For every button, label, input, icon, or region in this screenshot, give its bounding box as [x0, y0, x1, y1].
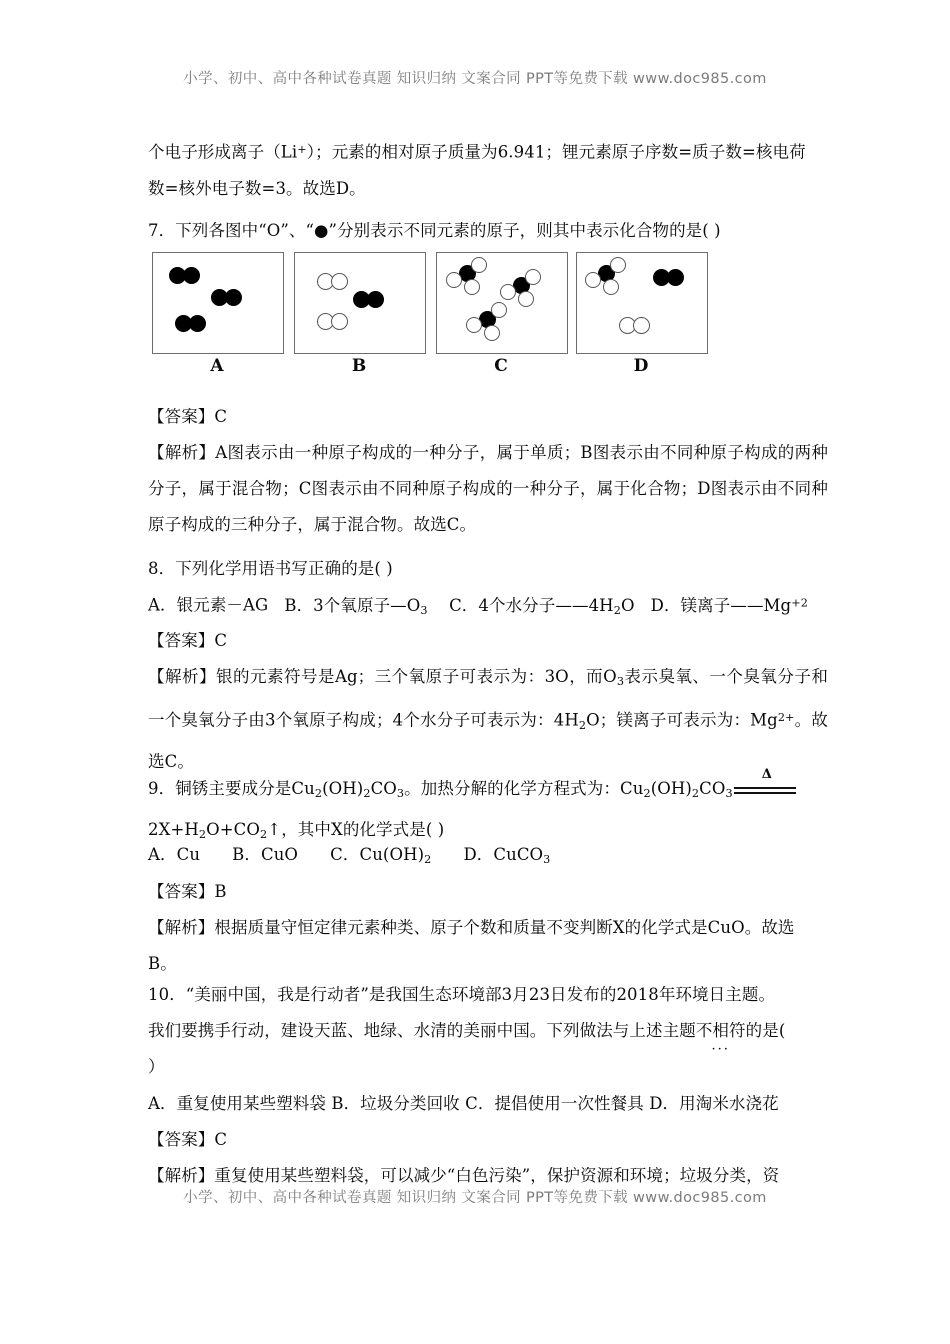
molecule-box-b: [294, 252, 426, 354]
q9-analysis-label: 【解析】: [148, 918, 215, 937]
li-ion-charge: +: [297, 143, 307, 156]
atom-white: [471, 257, 487, 273]
question-7-answer: [148, 399, 828, 435]
q8-option-d-sup: +2: [791, 596, 808, 609]
q9-option-a: A．Cu: [148, 845, 201, 864]
q9-stem-p1: 9．铜锈主要成分是Cu: [148, 779, 315, 798]
atom-black: [225, 289, 242, 306]
question-10-stem: [148, 977, 828, 1085]
q8-stem-text: 8．下列化学用语书写正确的是( ): [148, 559, 393, 578]
q8-answer-label: 【答案】: [148, 631, 215, 650]
continuation-line1-b: ）；元素的相对原子质量为6.941；锂元素原子序数=质子数=核电荷: [306, 142, 806, 162]
atom-white: [603, 279, 619, 295]
delta-condition: Δ: [761, 766, 772, 782]
q9-stem-p3: CO: [370, 779, 397, 798]
q9-answer-label: 【答案】: [148, 882, 215, 901]
q10-options-text: A．重复使用某些塑料袋 B．垃圾分类回收 C．提倡使用一次性餐具 D．用淘米水浇花: [148, 1094, 779, 1113]
watermark-header: [0, 67, 950, 88]
atom-white: [466, 317, 482, 333]
molecule-label-a: A: [210, 356, 224, 376]
atom-white: [518, 291, 534, 307]
atom-black: [189, 315, 206, 332]
question-8-stem: [148, 551, 828, 587]
q8-option-c-text: C．4个水分子——4H: [449, 595, 614, 615]
q9-option-c-text: C．Cu(OH): [330, 845, 425, 864]
atom-black: [667, 269, 684, 286]
reaction-arrow-icon: [734, 766, 796, 797]
q7-answer-label: 【答案】: [148, 407, 215, 426]
q8-analysis-p2: 表示臭氧、一个臭氧分子和一个臭氧分子由3个氧原子构成；4个水分子可表示为：4H: [148, 667, 829, 730]
atom-white: [610, 257, 626, 273]
q8-option-b-sub: 3: [420, 603, 428, 617]
question-8-answer: [148, 623, 828, 659]
q10-analysis-label: 【解析】: [148, 1166, 215, 1185]
q8-analysis-label: 【解析】: [148, 667, 216, 686]
q9-stem-line2-sub2: 2: [260, 828, 268, 842]
q8-analysis-p4: 。故选C。: [148, 710, 828, 771]
q10-answer-value: C: [214, 1130, 228, 1149]
molecule-box-a: [152, 252, 284, 354]
q8-analysis-sub1: 3: [616, 675, 625, 689]
question-7-stem: [148, 213, 828, 249]
atom-white: [585, 272, 601, 288]
molecule-diagram: [150, 252, 806, 388]
question-9-options: [148, 837, 828, 878]
q9-answer-value: B: [214, 882, 227, 901]
q9-analysis-line2: B。: [148, 954, 177, 973]
q7-analysis-label: 【解析】: [148, 443, 216, 462]
atom-white: [331, 313, 348, 330]
question-9-analysis: [148, 910, 828, 982]
q10-stem-line3: ）: [148, 1057, 165, 1076]
q9-stem-p2: (OH): [322, 779, 364, 798]
q10-stem-line1: 10．“美丽中国，我是行动者”是我国生态环境部3月23日发布的2018年环境日主题。: [148, 985, 776, 1004]
q7-answer-value: C: [214, 407, 228, 426]
atom-white: [464, 279, 480, 295]
continuation-paragraph: [148, 132, 828, 207]
q9-stem-line2-p1: 2X+H: [148, 820, 199, 840]
molecule-box-c: [436, 252, 568, 354]
atom-white: [525, 269, 541, 285]
q8-option-b: [284, 596, 427, 615]
q9-stem-line2-p2: O+CO: [206, 820, 261, 840]
q10-analysis-text: 重复使用某些塑料袋，可以减少“白色污染”，保护资源和环境；垃圾分类，资: [214, 1166, 780, 1185]
question-9-answer: [148, 874, 828, 910]
q10-stem-line2-b: 的是(: [745, 1021, 786, 1040]
q10-answer-label: 【答案】: [148, 1130, 215, 1149]
q8-option-d: [651, 596, 808, 615]
q9-option-c: [330, 845, 432, 867]
q9-stem-p5: (OH): [650, 779, 692, 798]
q9-stem-sub1: 2: [314, 787, 323, 801]
watermark-header-text: 小学、初中、高中各种试卷真题 知识归纳 文案合同 PPT等免费下载 www.doc985.com: [183, 71, 767, 87]
atom-white: [633, 317, 650, 334]
atom-white: [331, 273, 348, 290]
q9-option-d-text: D．CuCO: [463, 845, 544, 864]
q9-option-c-sub: 2: [424, 853, 432, 867]
q9-option-b: B．CuO: [232, 845, 299, 864]
molecule-label-b: B: [351, 356, 367, 376]
q8-option-c-sub: 2: [613, 603, 621, 617]
question-10-answer: [148, 1122, 828, 1158]
molecule-label-c: C: [494, 356, 508, 376]
question-10-options: [148, 1086, 828, 1122]
q9-stem-sub4: 2: [643, 787, 651, 801]
watermark-footer: [0, 1186, 950, 1207]
q8-option-c: [449, 596, 635, 615]
q9-stem-sub5: 2: [691, 787, 700, 801]
q9-analysis-line1: 根据质量守恒定律元素种类、原子个数和质量不变判断X的化学式是CuO。故选: [214, 918, 795, 937]
q8-option-d-text: D．镁离子——Mg: [650, 595, 792, 615]
q9-stem-p6: CO: [699, 779, 726, 798]
q8-analysis-p3: O；镁离子可表示为：Mg: [586, 710, 778, 730]
q9-stem-line2-sub1: 2: [198, 828, 207, 842]
molecule-label-d: D: [633, 356, 649, 376]
q9-stem-sub2: 2: [363, 787, 371, 801]
q8-option-b-text: B．3个氧原子—O: [284, 595, 421, 615]
q10-stem-line2-a: 我们要携手行动，建设天蓝、地绿、水清的美丽中国。下列做法与上述主题: [148, 1021, 696, 1040]
q8-answer-value: C: [214, 631, 228, 650]
q9-option-d: [463, 845, 551, 867]
q8-option-c-post: O: [620, 595, 635, 615]
q9-stem-p4: 。加热分解的化学方程式为：Cu: [404, 779, 644, 798]
q7-analysis-text: A图表示由一种原子构成的一种分子，属于单质；B图表示由不同种原子构成的两种分子，属于混合物；C图表示由不同种原子构成的一种分子，属于化合物；D图表示由不同种原子构成的三种分子，属于混合物。故选C。: [148, 443, 828, 534]
q7-stem-text: 7．下列各图中“O”、“●”分别表示不同元素的原子，则其中表示化合物的是( ): [148, 221, 721, 240]
q9-stem-sub3: 3: [396, 787, 405, 801]
q9-stem-line2-p3: ↑，其中X的化学式是( ): [267, 820, 445, 840]
q8-analysis-sub2: 2: [578, 718, 587, 732]
q8-option-a: A．银元素－AG: [148, 595, 269, 615]
q9-option-d-sub: 3: [543, 853, 551, 867]
molecule-box-d: [576, 252, 708, 354]
atom-white: [446, 272, 462, 288]
atom-black: [367, 291, 384, 308]
q10-emphasis-text: 不相符 ···: [696, 1021, 746, 1040]
arrow-bar-top: [734, 787, 796, 789]
q8-analysis-sup1: 2+: [777, 711, 795, 725]
question-8-analysis: [148, 659, 828, 780]
atom-white: [491, 302, 507, 318]
q9-stem-sub6: 3: [725, 787, 733, 801]
atom-black: [183, 267, 200, 284]
arrow-bar-bottom: [734, 792, 796, 794]
watermark-footer-text: 小学、初中、高中各种试卷真题 知识归纳 文案合同 PPT等免费下载 www.doc985.com: [183, 1190, 767, 1206]
continuation-line2: 数=核外电子数=3。故选D。: [148, 178, 366, 198]
atom-white: [500, 284, 516, 300]
atom-white: [484, 325, 500, 341]
continuation-line1-a: 个电子形成离子（Li: [148, 142, 298, 162]
question-7-analysis: [148, 435, 828, 543]
q8-analysis-p1: 银的元素符号是Ag；三个氧原子可表示为：3O，而O: [215, 667, 617, 686]
